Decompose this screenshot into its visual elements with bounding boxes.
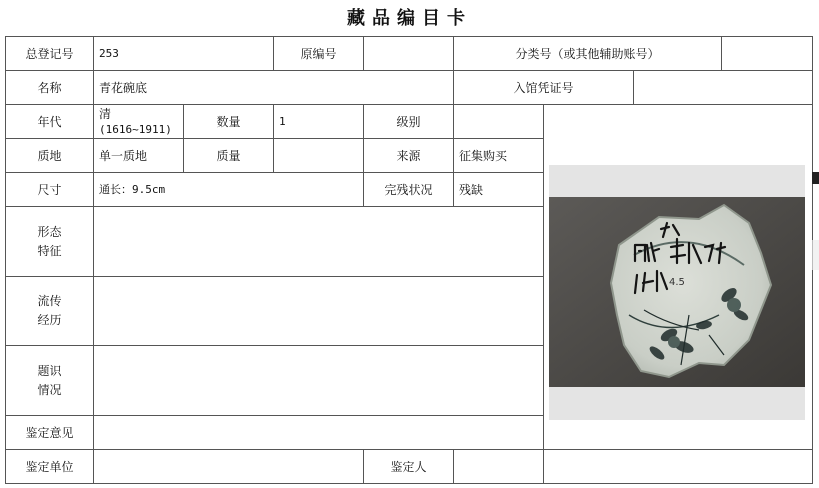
- value-inscription[interactable]: [94, 346, 543, 415]
- label-condition: 完残状况: [384, 182, 433, 197]
- value-appraisal-unit[interactable]: [94, 450, 363, 483]
- label-provenance-line2: 经历: [37, 313, 62, 327]
- label-original-no: 原编号: [300, 46, 337, 61]
- label-register-no: 总登记号: [25, 46, 74, 61]
- value-material[interactable]: 单一质地: [99, 148, 148, 163]
- svg-text:4.5: 4.5: [669, 277, 685, 288]
- grid-line: [543, 104, 544, 484]
- value-size[interactable]: 通长：9.5cm: [99, 182, 166, 196]
- label-entry-voucher-no: 入馆凭证号: [513, 80, 574, 95]
- label-form-features: [6, 207, 93, 276]
- label-size: 尺寸: [37, 182, 62, 197]
- label-form-features-line2: 特征: [37, 243, 62, 258]
- value-era-dynasty: 清: [99, 106, 112, 121]
- label-quantity: 数量: [216, 114, 241, 129]
- grid-line: [5, 483, 813, 484]
- label-classification-no: 分类号（或其他辅助账号）: [515, 46, 660, 61]
- value-mass[interactable]: [274, 139, 363, 172]
- value-era[interactable]: [94, 105, 183, 138]
- value-provenance[interactable]: [94, 277, 543, 345]
- value-classification-no[interactable]: [722, 37, 812, 70]
- window-edge-mark: [812, 172, 819, 184]
- label-grade: 级别: [396, 114, 421, 129]
- value-era-years: (1616~1911): [99, 122, 172, 136]
- window-edge-mark: [812, 240, 819, 270]
- label-name: 名称: [37, 80, 62, 95]
- label-era: 年代: [37, 114, 62, 129]
- label-appraisal-opinion: 鉴定意见: [25, 425, 74, 440]
- label-form-features-line1: 形态: [37, 224, 62, 239]
- value-name[interactable]: 青花碗底: [99, 80, 148, 95]
- value-appraisal-opinion[interactable]: [94, 416, 543, 449]
- value-entry-voucher-no[interactable]: [634, 71, 812, 104]
- label-mass: 质量: [216, 148, 241, 163]
- value-register-no[interactable]: 253: [99, 46, 119, 60]
- label-inscription-line2: 情况: [37, 382, 62, 397]
- porcelain-shard-image: [549, 165, 805, 420]
- label-source: 来源: [396, 148, 421, 163]
- label-appraiser: 鉴定人: [390, 459, 427, 474]
- value-original-no[interactable]: [364, 37, 453, 70]
- value-form-features[interactable]: [94, 207, 543, 276]
- label-provenance-line1: 流传: [37, 294, 62, 308]
- label-provenance: [6, 277, 93, 345]
- label-appraisal-unit: 鉴定单位: [25, 459, 74, 474]
- value-source[interactable]: 征集购买: [459, 148, 508, 163]
- label-material: 质地: [37, 148, 62, 163]
- card-title: 藏品编目卡: [347, 8, 472, 29]
- value-condition[interactable]: 残缺: [459, 182, 484, 197]
- artifact-photo[interactable]: [549, 165, 805, 420]
- label-inscription: [6, 346, 93, 415]
- value-grade[interactable]: [454, 105, 543, 138]
- value-quantity[interactable]: 1: [279, 114, 286, 128]
- label-inscription-line1: 题识: [37, 363, 62, 378]
- value-appraiser[interactable]: [454, 450, 543, 483]
